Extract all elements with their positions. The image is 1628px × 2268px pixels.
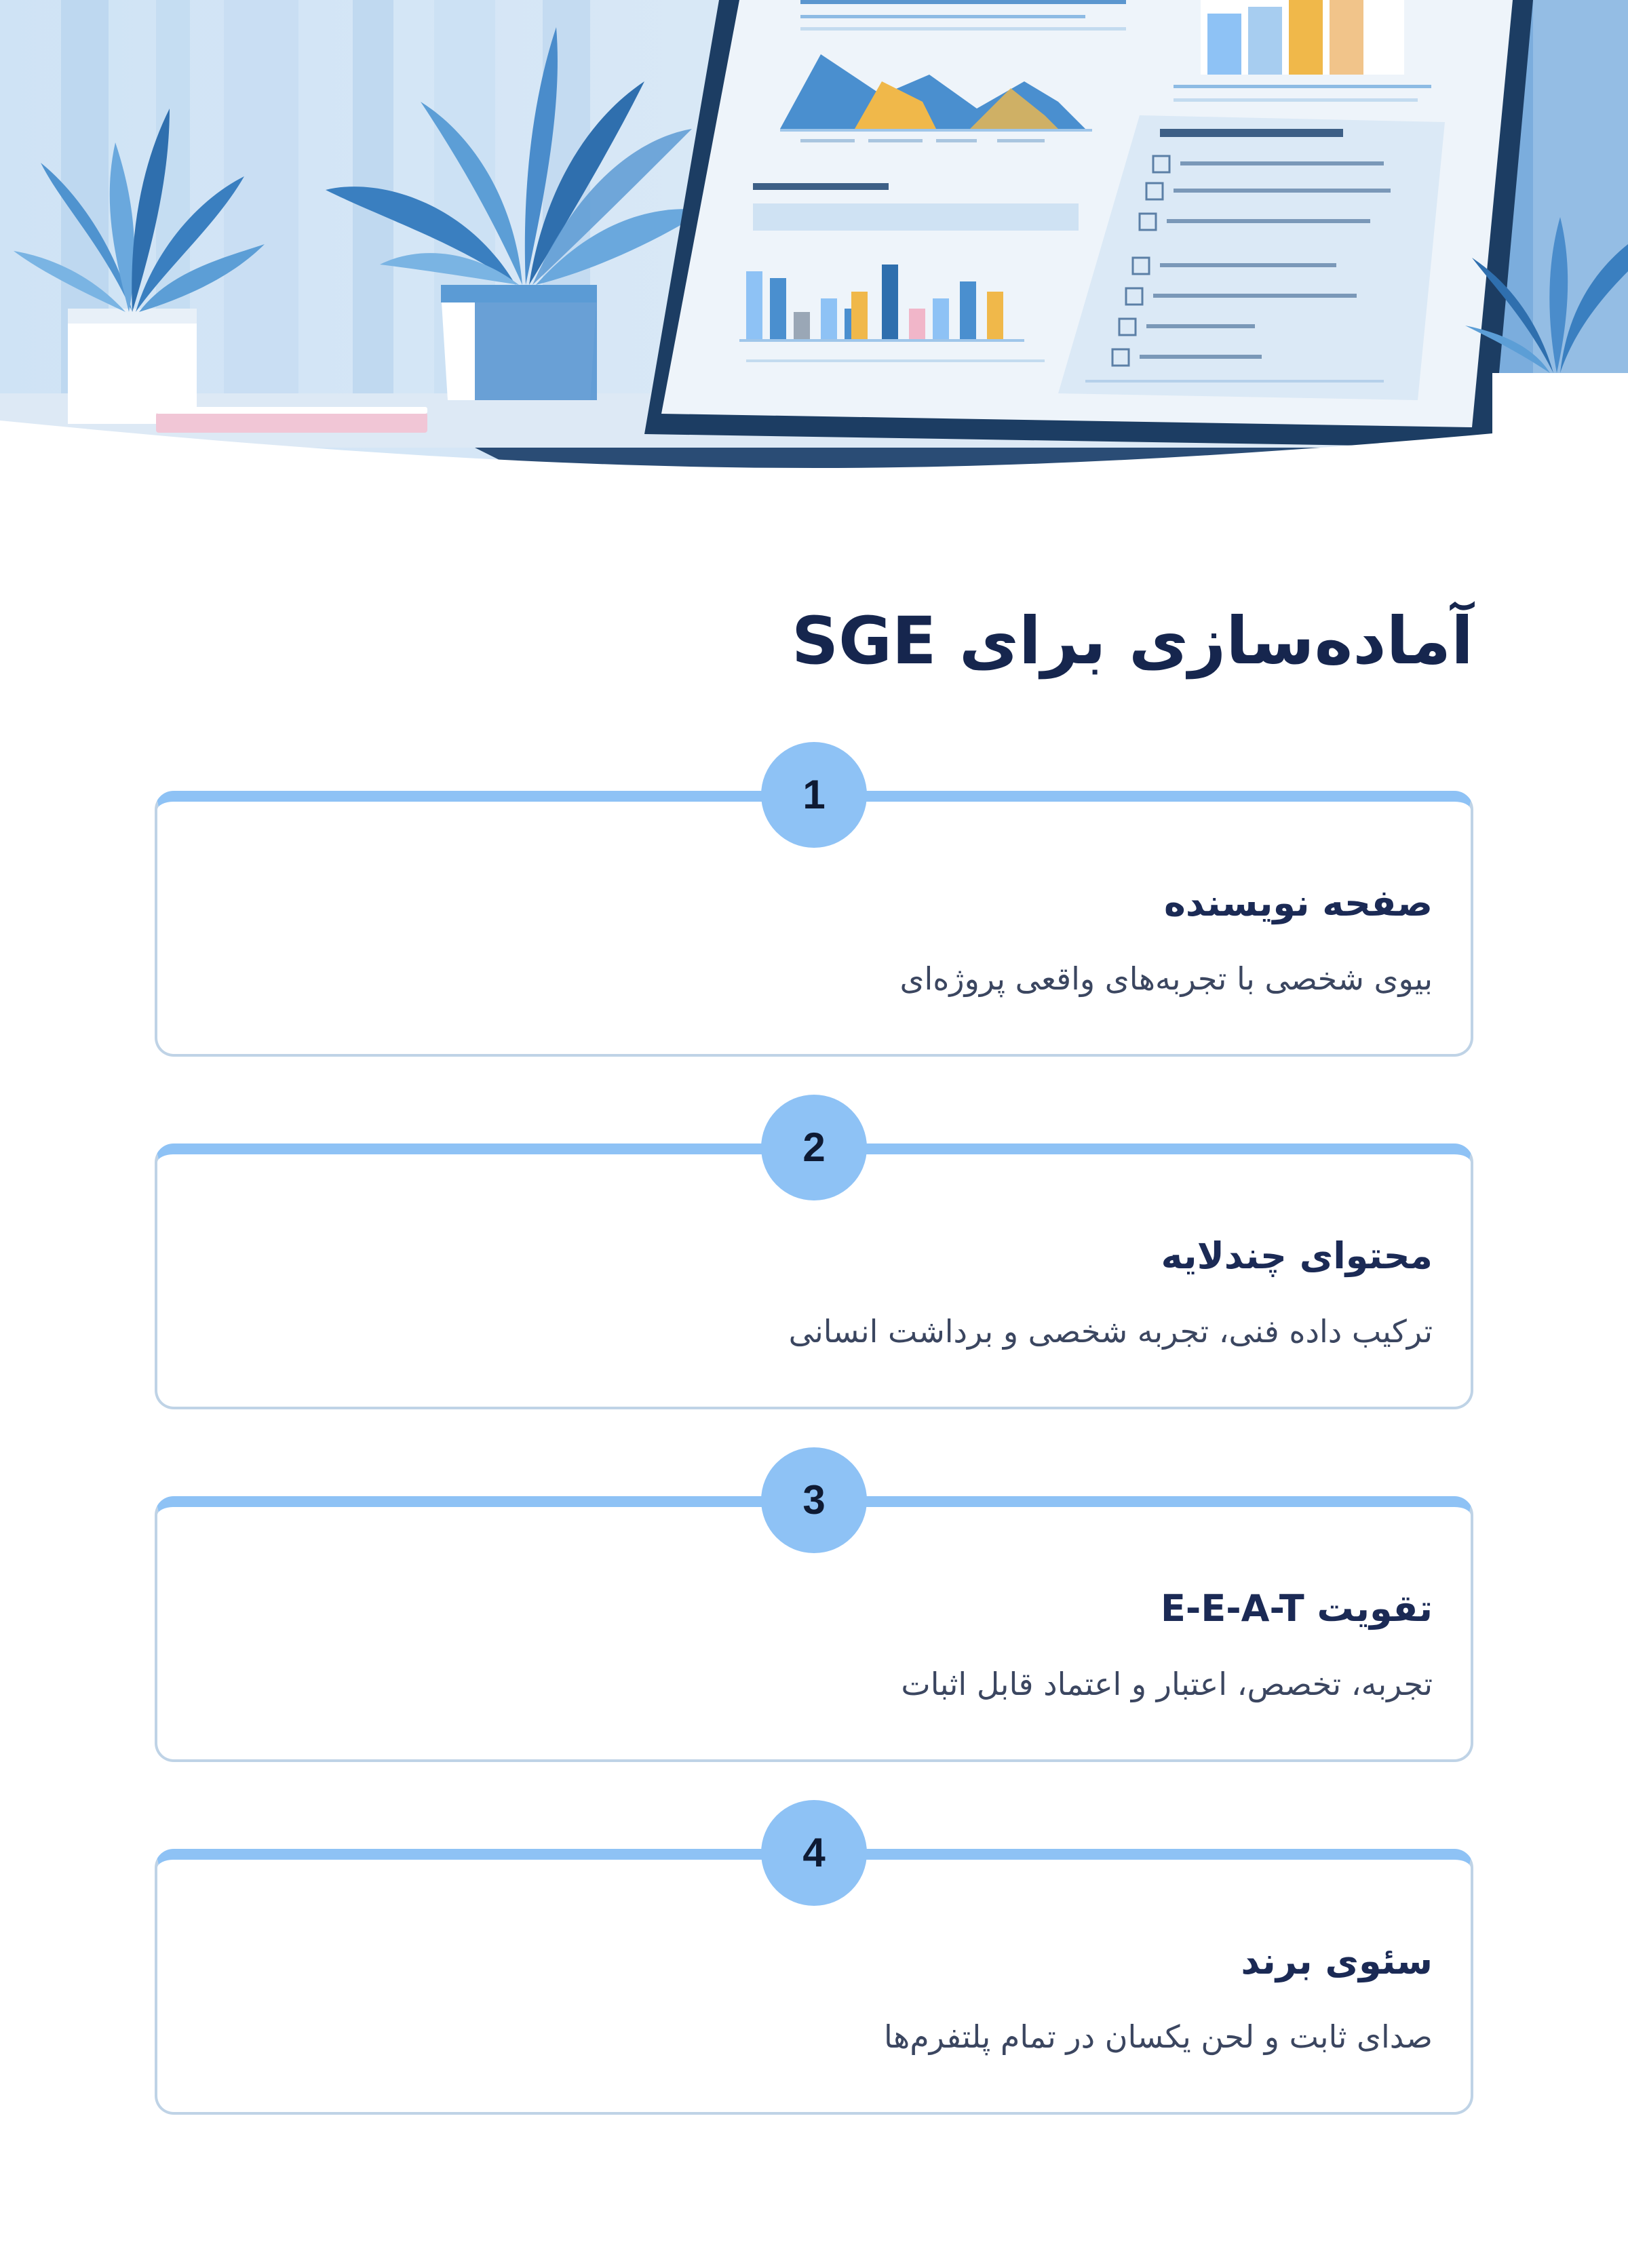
step-description: ترکیب داده فنی، تجربه شخصی و برداشت انسانی bbox=[788, 1313, 1433, 1350]
step-heading: تقویت E-E-A-T bbox=[1161, 1587, 1433, 1630]
step-card-3 bbox=[155, 1477, 1473, 1762]
step-heading: صفحه نویسنده bbox=[1164, 882, 1433, 924]
step-number-badge: 4 bbox=[761, 1800, 867, 1906]
step-card-4 bbox=[155, 1830, 1473, 2115]
step-description: تجربه، تخصص، اعتبار و اعتماد قابل اثبات bbox=[901, 1666, 1433, 1702]
step-card-1 bbox=[155, 772, 1473, 1057]
step-description: صدای ثابت و لحن یکسان در تمام پلتفرم‌ها bbox=[883, 2018, 1433, 2055]
step-number-badge: 1 bbox=[761, 742, 867, 848]
step-description: بیوی شخصی با تجربه‌های واقعی پروژه‌ای bbox=[899, 960, 1433, 997]
hero-illustration bbox=[0, 0, 1628, 475]
step-card-2 bbox=[155, 1125, 1473, 1409]
step-heading: سئوی برند bbox=[1241, 1940, 1433, 1982]
step-number-badge: 3 bbox=[761, 1447, 867, 1553]
step-number-badge: 2 bbox=[761, 1095, 867, 1200]
step-heading: محتوای چندلایه bbox=[1161, 1234, 1433, 1277]
page-title: آماده‌سازی برای SGE bbox=[791, 603, 1473, 679]
